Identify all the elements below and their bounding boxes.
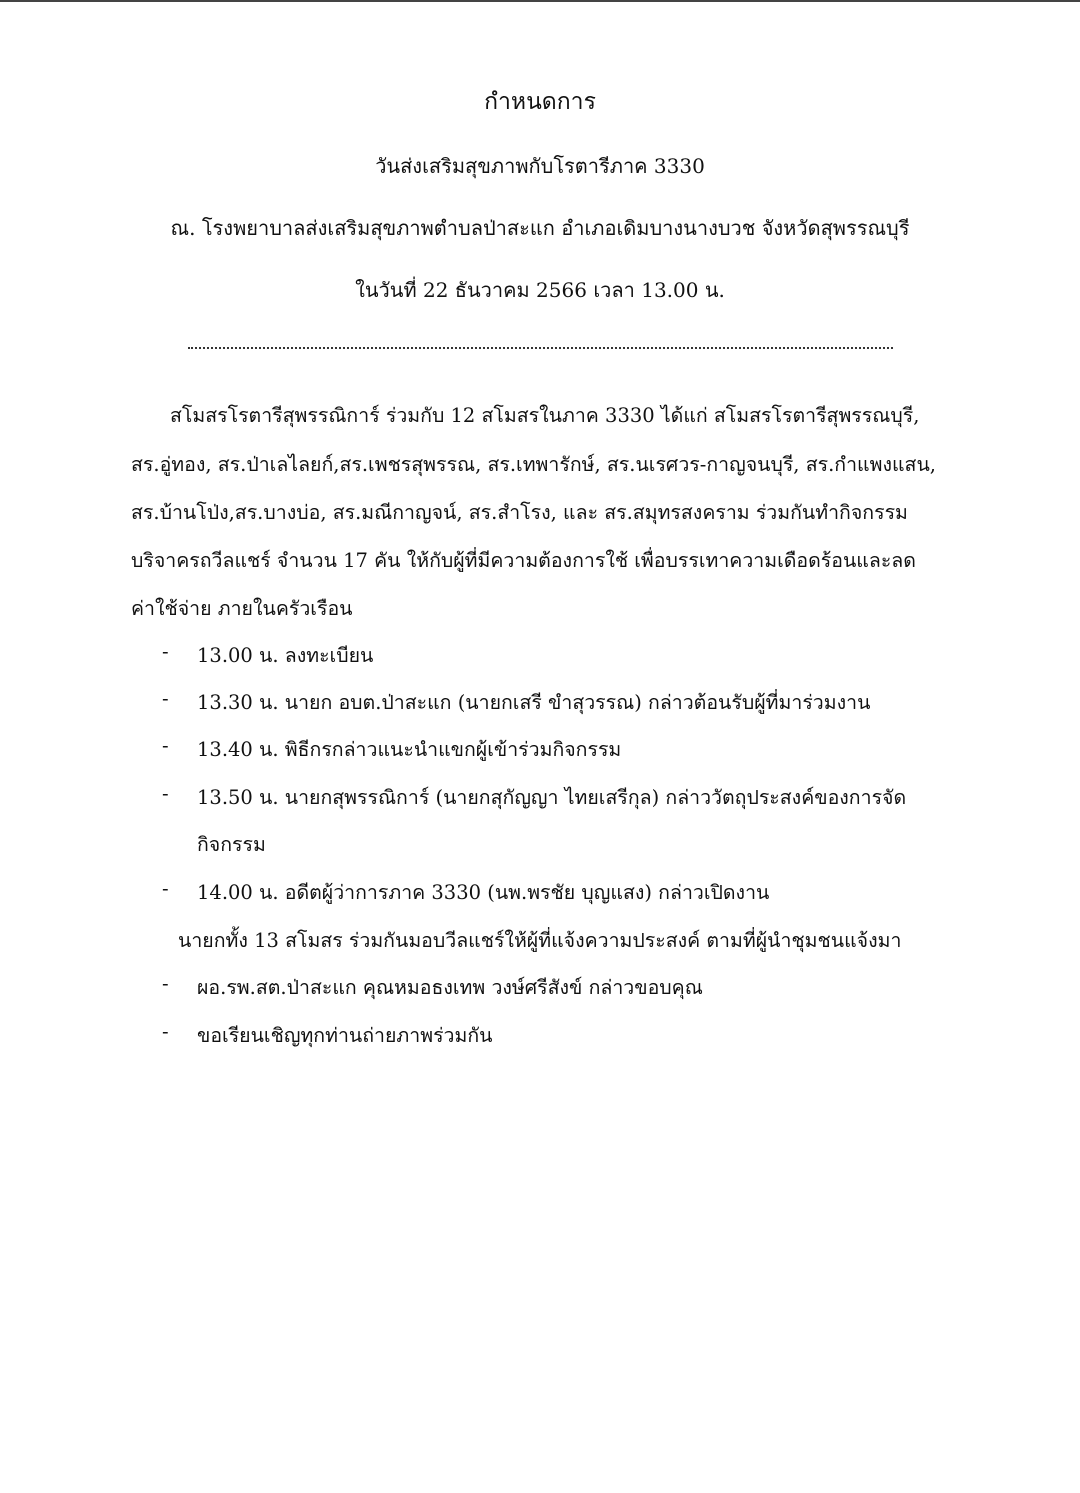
- bullet-dash: -: [162, 687, 169, 710]
- bullet-dash: -: [162, 877, 169, 900]
- bullet-dash: -: [162, 782, 169, 805]
- intro-line: สร.บ้านโป่ง,สร.บางบ่อ, สร.มณีกาญจน์, สร.สำโรง, และ สร.สมุทรสงคราม ร่วมกันทำกิจกรรม: [131, 501, 908, 524]
- bullet-dash: -: [162, 640, 169, 663]
- agenda-item-text: 13.40 น. พิธีกรกล่าวแนะนำแขกผู้เข้าร่วมกิจกรรม: [197, 738, 622, 761]
- dotted-divider: [188, 347, 893, 349]
- intro-line: บริจาครถวีลแชร์ จำนวน 17 คัน ให้กับผู้ที่มีความต้องการใช้ เพื่อบรรเทาความเดือดร้อนและลด: [131, 549, 916, 572]
- event-venue: ณ. โรงพยาบาลส่งเสริมสุขภาพตำบลป่าสะแก อำเภอเดิมบางนางบวช จังหวัดสุพรรณบุรี: [170, 216, 910, 240]
- agenda-item-text: 14.00 น. อดีตผู้ว่าการภาค 3330 (นพ.พรชัย บุญแสง) กล่าวเปิดงาน: [197, 881, 770, 904]
- bullet-dash: -: [162, 972, 169, 995]
- bullet-dash: -: [162, 1020, 169, 1043]
- document-title: กำหนดการ: [484, 89, 596, 115]
- agenda-item-text: 13.50 น. นายกสุพรรณิการ์ (นายกสุกัญญา ไทยเสรีกุล) กล่าววัตถุประสงค์ของการจัด: [197, 786, 907, 809]
- agenda-item-text: ผอ.รพ.สต.ป่าสะแก คุณหมอธงเทพ วงษ์ศรีสังข์ กล่าวขอบคุณ: [197, 976, 703, 999]
- event-date: ในวันที่ 22 ธันวาคม 2566 เวลา 13.00 น.: [355, 278, 725, 302]
- bullet-dash: -: [162, 734, 169, 757]
- intro-line: สโมสรโรตารีสุพรรณิการ์ ร่วมกับ 12 สโมสรในภาค 3330 ได้แก่ สโมสรโรตารีสุพรรณบุรี,: [170, 404, 920, 427]
- intro-line: ค่าใช้จ่าย ภายในครัวเรือน: [131, 597, 353, 620]
- agenda-item-text: 13.30 น. นายก อบต.ป่าสะแก (นายกเสรี ขำสุวรรณ) กล่าวต้อนรับผู้ที่มาร่วมงาน: [197, 691, 871, 714]
- intro-line: สร.อู่ทอง, สร.ป่าเลไลยก์,สร.เพชรสุพรรณ, สร.เทพารักษ์, สร.นเรศวร-กาญจนบุรี, สร.กำแพงแสน,: [131, 453, 936, 476]
- agenda-item-text: ขอเรียนเชิญทุกท่านถ่ายภาพร่วมกัน: [197, 1024, 493, 1047]
- agenda-item-text: 13.00 น. ลงทะเบียน: [197, 644, 374, 667]
- top-border: [0, 0, 1080, 2]
- agenda-note: นายกทั้ง 13 สโมสร ร่วมกันมอบวีลแชร์ให้ผู้ที่แจ้งความประสงค์ ตามที่ผู้นำชุมชนแจ้งมา: [178, 929, 902, 952]
- agenda-item-continuation: กิจกรรม: [197, 833, 266, 856]
- event-name: วันส่งเสริมสุขภาพกับโรตารีภาค 3330: [375, 154, 705, 178]
